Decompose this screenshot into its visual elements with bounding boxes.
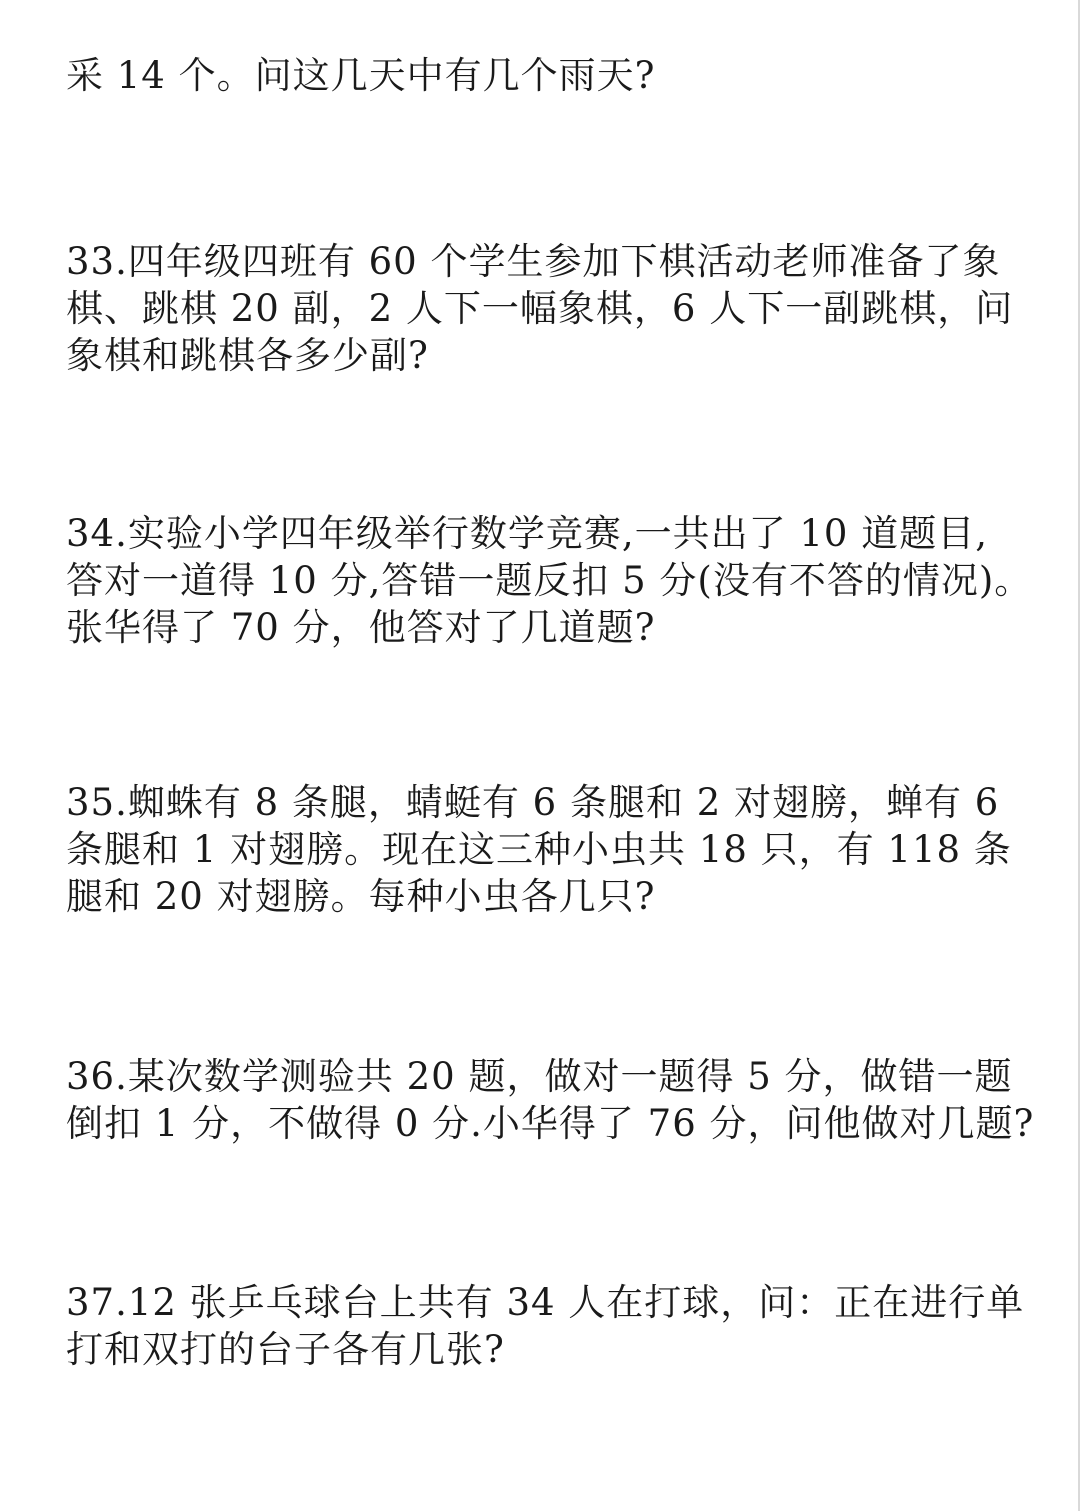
problem-line: 条腿和 1 对翅膀。现在这三种小虫共 18 只，有 118 条 bbox=[66, 828, 1012, 871]
problem-37 bbox=[66, 1279, 1025, 1373]
problem-line: 腿和 20 对翅膀。每种小虫各几只? bbox=[66, 875, 656, 918]
problem-34 bbox=[66, 510, 1033, 651]
problem-line: 36.某次数学测验共 20 题，做对一题得 5 分，做错一题 bbox=[66, 1055, 1013, 1098]
problem-line: 33.四年级四班有 60 个学生参加下棋活动老师准备了象 bbox=[66, 240, 1001, 283]
problem-line: 打和双打的台子各有几张? bbox=[66, 1328, 505, 1371]
problem-33 bbox=[66, 238, 1016, 379]
problem-line: 张华得了 70 分，他答对了几道题? bbox=[66, 606, 656, 649]
problem-35 bbox=[66, 779, 1016, 920]
problem-36 bbox=[66, 1053, 1035, 1147]
problem-line: 棋、跳棋 20 副，2 人下一幅象棋，6 人下一副跳棋，问 bbox=[66, 287, 1014, 330]
problem-32-continuation bbox=[66, 52, 1016, 99]
problem-line: 采 14 个。问这几天中有几个雨天? bbox=[66, 54, 656, 97]
problem-line: 象棋和跳棋各多少副? bbox=[66, 334, 429, 377]
problem-line: 倒扣 1 分，不做得 0 分.小华得了 76 分，问他做对几题? bbox=[66, 1102, 1035, 1145]
problem-line: 35.蜘蛛有 8 条腿，蜻蜓有 6 条腿和 2 对翅膀，蝉有 6 bbox=[66, 781, 1000, 824]
problem-line: 答对一道得 10 分,答错一题反扣 5 分(没有不答的情况)。 bbox=[66, 559, 1033, 602]
problem-line: 34.实验小学四年级举行数学竞赛,一共出了 10 道题目, bbox=[66, 512, 988, 555]
problem-line: 37.12 张乒乓球台上共有 34 人在打球，问：正在进行单 bbox=[66, 1281, 1025, 1324]
